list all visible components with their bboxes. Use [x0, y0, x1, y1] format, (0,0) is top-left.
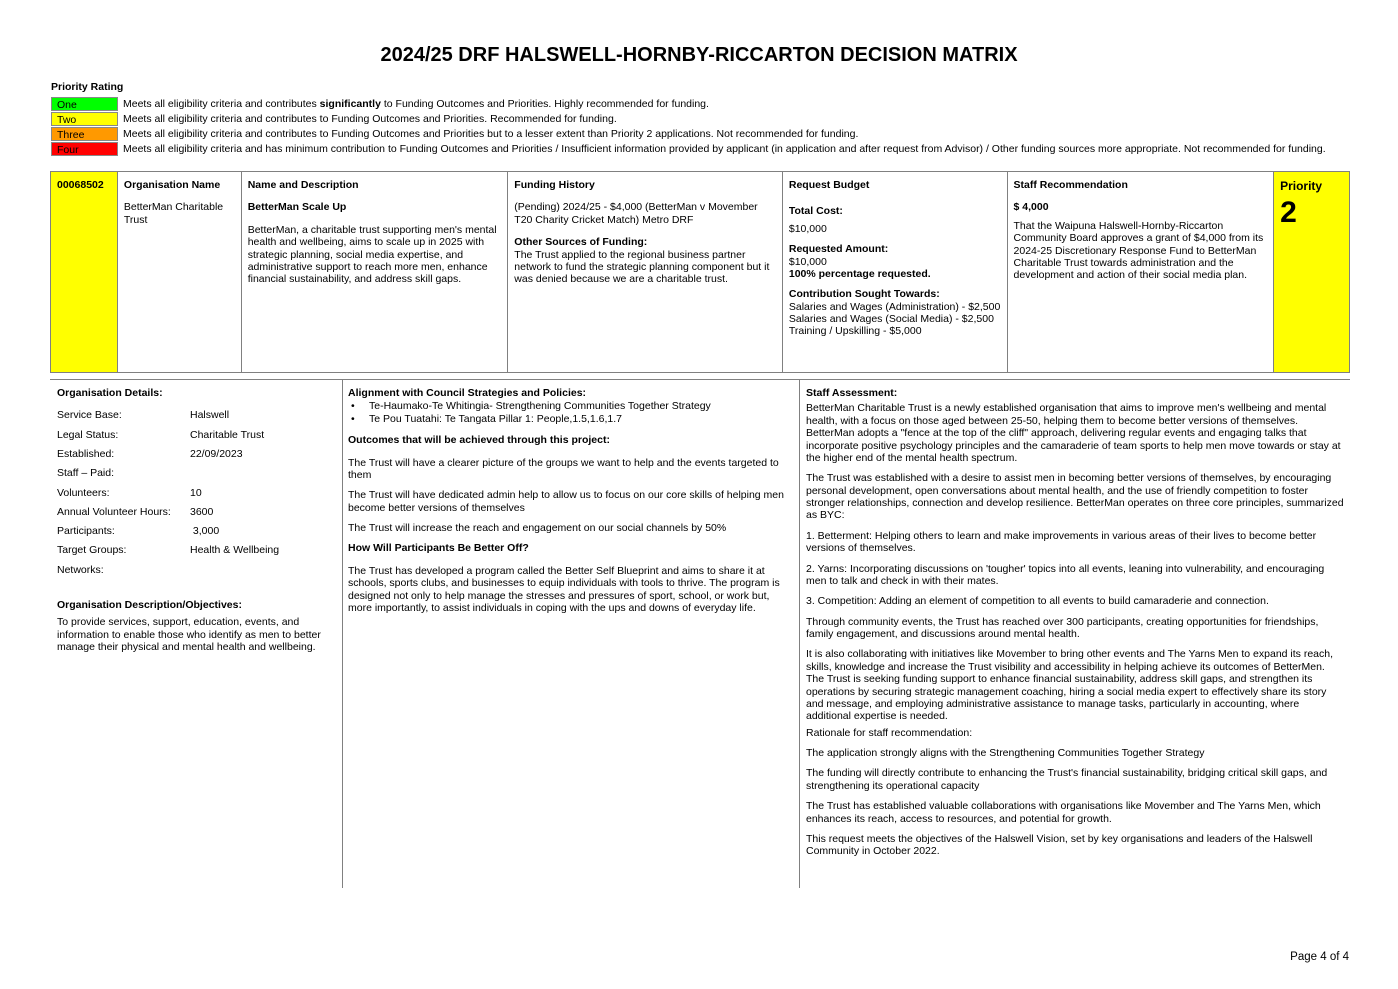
other-sources-label: Other Sources of Funding:	[514, 236, 648, 249]
assessment-paragraph: BetterMan Charitable Trust is a newly established organisation that aims to improve men's wellbeing and mental health, with a focus on those aged between 25-50, helping them to become better versions of themselves. BetterMan adopts a "fence at the top of the cliff" approach, delivering regular events and engaging talks that incorporate positive psychology principles and the camaraderie of team sports to help men move towards or stay at the higher end of the mental health spectrum.	[806, 402, 1341, 464]
outcome-item: The Trust will increase the reach and engagement on our social channels by 50%	[348, 522, 727, 534]
column-divider	[799, 380, 800, 888]
detail-row: Legal Status: Charitable Trust	[57, 428, 265, 441]
detail-row: Participants: 3,000	[57, 525, 220, 538]
assessment-paragraph: 3. Competition: Adding an element of competition to all events to build camaraderie and connection.	[806, 595, 1269, 608]
rating-swatch-two: Two	[51, 112, 118, 126]
rating-swatch-four: Four	[51, 142, 118, 156]
recommendation-amount: $ 4,000	[1013, 201, 1049, 214]
better-off-text: The Trust has developed a program called the Better Self Blueprint and aims to share it at schools, sports clubs, and businesses to equip individuals with tools to thrive. The program is designed not only to help manage the stresses and pressures of sport, school, or work but, more importantly, to assist individuals in coping with the ups and downs of everyday life.	[348, 564, 780, 614]
priority-value: 2	[1280, 196, 1297, 230]
priority-rating-heading: Priority Rating	[51, 81, 124, 93]
detail-row: Established: 22/09/2023	[57, 447, 243, 460]
organisation-details	[57, 387, 335, 654]
detail-row: Annual Volunteer Hours: 3600	[57, 505, 214, 518]
assessment-paragraph: The Trust was established with a desire to assist men in becoming better versions of themselves, by encouraging personal development, open conversations about mental health, and the use of friendly competition to foster stronger relationships, connection and develop resilience. BetterMan operates on three core principles, summarized as BYC:	[806, 472, 1344, 522]
project-name: BetterMan Scale Up	[247, 201, 347, 214]
request-budget-header: Request Budget	[788, 179, 870, 191]
page-number: Page 4 of 4	[1290, 951, 1349, 963]
column-divider	[342, 380, 343, 888]
percentage-requested: 100% percentage requested.	[788, 267, 931, 280]
alignment-item: • Te Pou Tuatahi: Te Tangata Pillar 1: People,1.5,1.6,1.7	[348, 413, 792, 425]
alignment-section	[348, 387, 792, 622]
rating-desc-two: Meets all eligibility criteria and contributes to Funding Outcomes and Priorities. Recommended for funding.	[123, 112, 617, 125]
contribution-label: Contribution Sought Towards:	[788, 288, 940, 301]
detail-row: Target Groups: Health & Wellbeing	[57, 544, 280, 557]
outcome-item: The Trust will have a clearer picture of the groups we want to help and the events targeted to them	[348, 456, 779, 481]
organisation-details-heading: Organisation Details:	[57, 387, 163, 399]
assessment-paragraph: 2. Yarns: Incorporating discussions on 'tougher' topics into all events, leaning into vulnerability, and encouraging men to talk and check in with their mates.	[806, 562, 1325, 587]
rating-desc-four: Meets all eligibility criteria and has minimum contribution to Funding Outcomes and Priorities / Insufficient information provided by applicant (in application and after request from Advisor) / Other funding sources more appropriate. Not recommended for funding.	[123, 142, 1326, 155]
assessment-paragraph: Through community events, the Trust has reached over 300 participants, creating opportunities for friendships, family engagement, and discussions around mental health.	[806, 615, 1319, 640]
detail-row: Staff – Paid:	[57, 467, 115, 480]
project-description: BetterMan, a charitable trust supporting men's mental health and wellbeing, aims to scale up in 2025 with strategic planning, social media expertise, and administrative support to reach more men, enhance financial sustainability, and address skill gaps.	[247, 223, 497, 286]
staff-recommendation-cell	[1008, 172, 1275, 372]
total-cost-label: Total Cost:	[788, 205, 843, 218]
rating-desc-one: Meets all eligibility criteria and contributes significantly to Funding Outcomes and Priorities. Highly recommended for funding.	[123, 97, 709, 110]
staff-recommendation-header: Staff Recommendation	[1013, 179, 1128, 191]
better-off-heading: How Will Participants Be Better Off?	[348, 542, 529, 555]
organisation-name-header: Organisation Name	[123, 179, 221, 191]
organisation-name-cell	[118, 172, 242, 372]
application-id: 00068502	[57, 179, 104, 191]
assessment-paragraph: This request meets the objectives of the Halswell Vision, set by key organisations and leaders of the Halswell Community in October 2022.	[806, 832, 1313, 858]
rationale-heading: Rationale for staff recommendation:	[806, 726, 973, 739]
assessment-paragraph: It is also collaborating with initiatives like Movember to bring other events and The Yarns Men to expand its reach, skills, knowledge and increase the Trust visibility and accessibility in helping achieve its outcomes of BetterMen. The Trust is seeking funding support to enhance financial sustainability, address skill gaps, and strengthen its operations by securing strategic management coaching, hiring a social media expert to effectively share its story and message, and employing administrative assistance to manage tasks, particularly in accounting, where additional expertise is needed.	[806, 648, 1334, 723]
detail-row: Service Base: Halswell	[57, 409, 230, 422]
rating-swatch-three: Three	[51, 127, 118, 141]
outcomes-heading: Outcomes that will be achieved through this project:	[348, 434, 610, 447]
contribution-item: Salaries and Wages (Social Media) - $2,500	[788, 313, 994, 325]
funding-history-cell	[508, 172, 783, 372]
alignment-item: • Te-Haumako-Te Whitingia- Strengthening Communities Together Strategy	[348, 400, 792, 412]
priority-header: Priority	[1280, 179, 1323, 193]
request-budget-cell	[783, 172, 1008, 372]
rating-row-two	[51, 112, 617, 126]
section-divider	[50, 379, 1350, 380]
application-id-cell	[51, 172, 118, 372]
staff-assessment-heading: Staff Assessment:	[806, 387, 898, 399]
contribution-item: Training / Upskilling - $5,000	[788, 325, 922, 338]
outcome-item: The Trust will have dedicated admin help to allow us to focus on our core skills of helping men become better versions of themselves	[348, 489, 784, 514]
funding-history: (Pending) 2024/25 - $4,000 (BetterMan v Movember T20 Charity Cricket Match) Metro DRF	[514, 201, 758, 226]
name-description-cell	[242, 172, 509, 372]
funding-history-header: Funding History	[514, 179, 595, 191]
name-description-header: Name and Description	[247, 179, 359, 191]
rating-desc-three: Meets all eligibility criteria and contributes to Funding Outcomes and Priorities but to a lesser extent than Priority 2 applications. Not recommended for funding.	[123, 127, 859, 140]
organisation-name: BetterMan Charitable Trust	[123, 201, 224, 226]
requested-amount: $10,000	[788, 255, 827, 268]
rating-swatch-one: One	[51, 97, 118, 111]
alignment-list	[348, 400, 792, 425]
detail-row: Volunteers: 10	[57, 486, 202, 499]
contribution-item: Salaries and Wages (Administration) - $2,500	[788, 300, 1001, 313]
rating-row-four	[51, 142, 1326, 156]
alignment-heading: Alignment with Council Strategies and Policies:	[348, 387, 587, 399]
recommendation-text: That the Waipuna Halswell-Hornby-Riccarton Community Board approves a grant of $4,000 from its 2024-25 Discretionary Response Fund to BetterMan Charitable Trust towards administration and the development and action of their social media plan.	[1013, 219, 1264, 282]
organisation-description-heading: Organisation Description/Objectives:	[57, 599, 242, 612]
rating-row-three	[51, 127, 858, 141]
assessment-paragraph: 1. Betterment: Helping others to learn and make improvements in various areas of their lives to become better versions of themselves.	[806, 529, 1317, 555]
assessment-paragraph: The funding will directly contribute to enhancing the Trust's financial sustainability, bridging critical skill gaps, and strengthening its operational capacity	[806, 767, 1328, 792]
assessment-paragraph: The application strongly aligns with the Strengthening Communities Together Strategy	[806, 747, 1205, 759]
page-title: 2024/25 DRF HALSWELL-HORNBY-RICCARTON DECISION MATRIX	[380, 44, 1018, 66]
detail-row: Networks:	[57, 563, 104, 576]
organisation-description: To provide services, support, education, events, and information to enable those who identify as men to better manage their physical and mental health and wellbeing.	[57, 616, 321, 654]
staff-assessment	[806, 387, 1344, 866]
total-cost: $10,000	[788, 222, 827, 235]
requested-amount-label: Requested Amount:	[788, 243, 889, 256]
application-table	[50, 171, 1350, 373]
other-sources: The Trust applied to the regional business partner network to fund the strategic planning component but it was denied because we are a charitable trust.	[514, 248, 770, 286]
priority-cell	[1274, 172, 1349, 372]
rating-row-one	[51, 97, 709, 111]
assessment-paragraph: The Trust has established valuable collaborations with organisations like Movember and The Yarns Men, which enhances its reach, access to resources, and potential for growth.	[806, 800, 1321, 825]
